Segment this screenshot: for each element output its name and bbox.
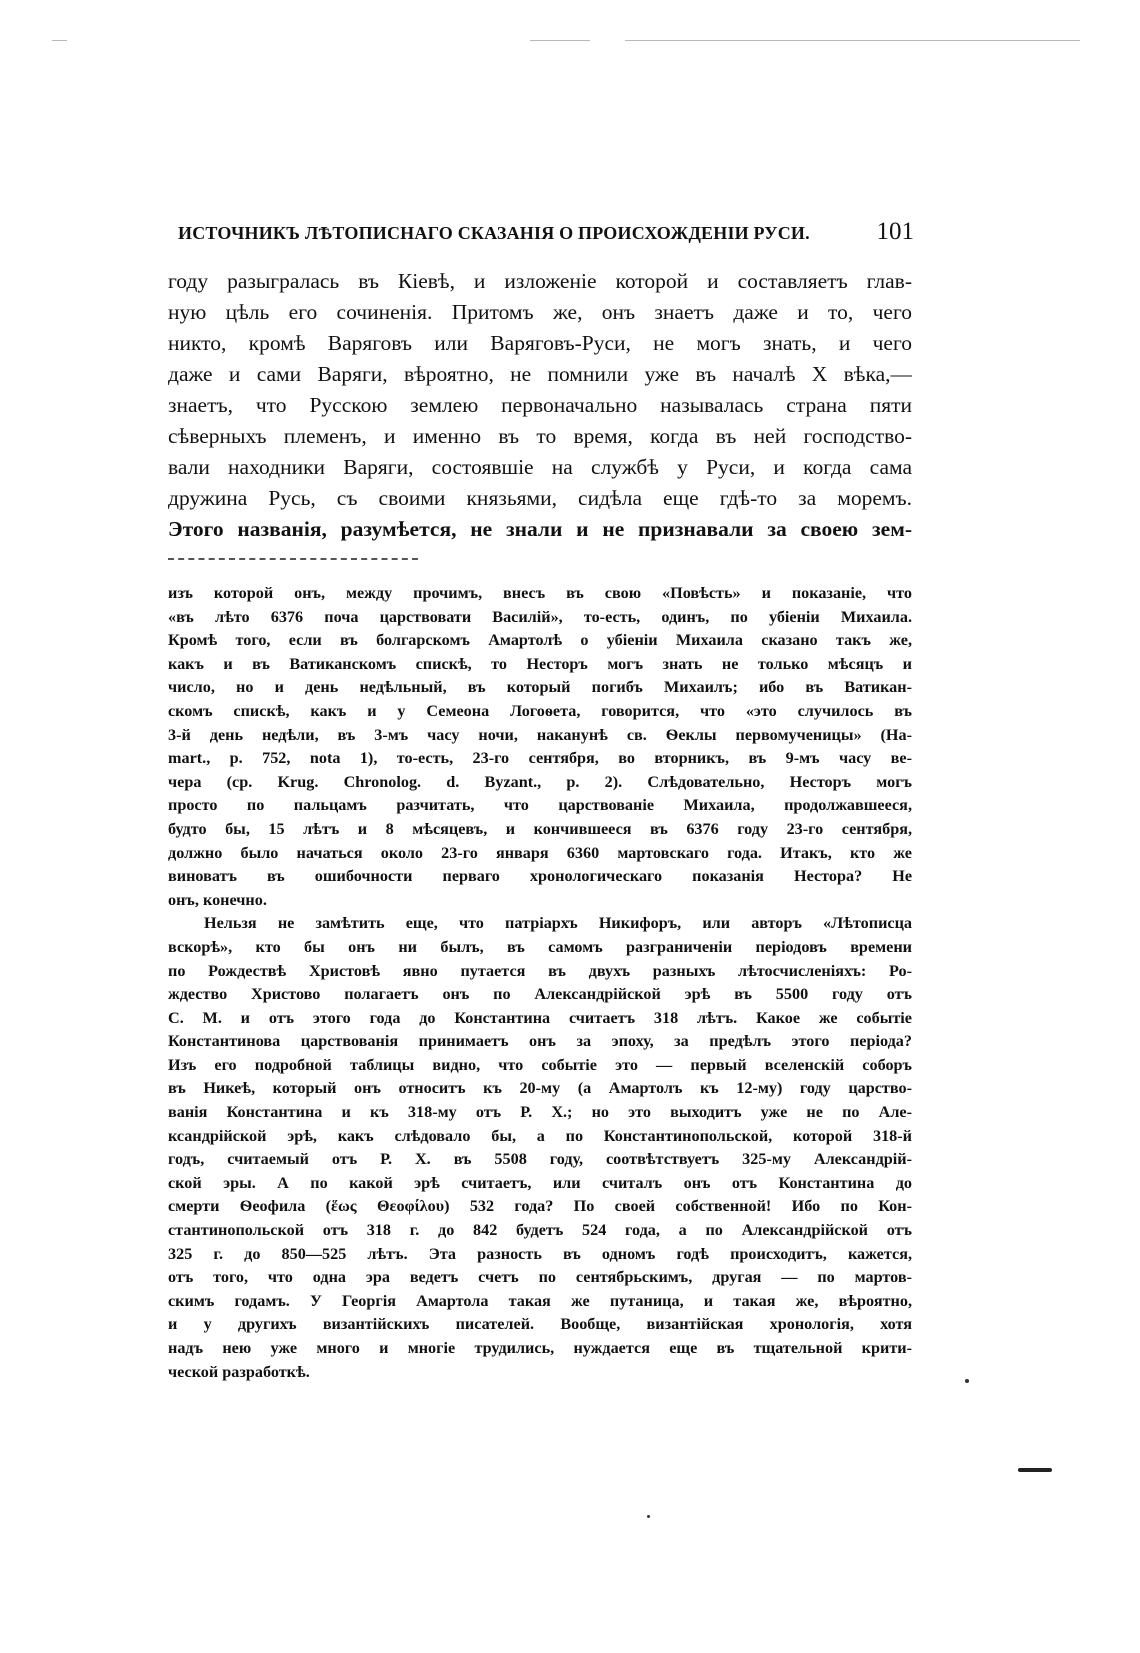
scan-edge-artifact: [52, 40, 67, 41]
footnote-line: «въ лѣто 6376 поча царствовати Василій», то-есть, одинъ, по убіеніи Михаила.: [168, 607, 912, 626]
body-line: году разыгралась въ Кіевѣ, и изложеніе которой и составляетъ глав-: [168, 269, 912, 293]
footnote-line: скомъ спискѣ, какъ и у Семеона Логоѳета, говорится, что «это случилось въ: [168, 701, 912, 720]
body-line: дружина Русь, съ своими князьями, сидѣла еще гдѣ-то за моремъ.: [168, 486, 912, 510]
footnote-line: Кромѣ того, если въ болгарскомъ Амартолѣ о убіеніи Михаила сказано такъ же,: [168, 631, 912, 650]
footnote-line: въ Никеѣ, который онъ относитъ къ 20-му (а Амартолъ къ 12-му) году царство-: [168, 1079, 912, 1098]
footnote-line: mart., p. 752, nota 1), то-есть, 23-го сентября, во вторникъ, въ 9-мъ часу ве-: [168, 749, 912, 768]
main-body-text: [168, 266, 912, 545]
scan-edge-artifact: [625, 40, 1080, 41]
body-line: вали находники Варяги, состоявшіе на службѣ у Руси, и когда сама: [168, 455, 912, 479]
body-line: сѣверныхъ племенъ, и именно въ то время, когда въ ней господство-: [168, 424, 912, 448]
footnote-line: Изъ его подробной таблицы видно, что событіе это — первый вселенскій соборъ: [168, 1055, 912, 1074]
footnote-line: ксандрійской эрѣ, какъ слѣдовало бы, а по Константинопольской, которой 318-й: [168, 1126, 912, 1145]
footnote-line: ческой разработкѣ.: [168, 1362, 310, 1381]
footnote-line: какъ и въ Ватиканскомъ спискѣ, то Несторъ могъ знать не только мѣсяцъ и: [168, 654, 912, 673]
running-title: ИСТОЧНИКЪ ЛѢТОПИСНАГО СКАЗАНІЯ О ПРОИСХОЖДЕНІИ РУСИ.: [178, 223, 810, 243]
footnote-line: Константинова царствованія принимаетъ онъ за эпоху, за предѣлъ этого періода?: [168, 1032, 912, 1051]
footnote-line: должно было начаться около 23-го января 6360 мартовскаго года. Итакъ, кто же: [168, 843, 912, 862]
body-line: даже и сами Варяги, вѣроятно, не помнили уже въ началѣ X вѣка,—: [168, 362, 912, 386]
footnote-line: просто по пальцамъ разчитать, что царствованіе Михаила, продолжавшееся,: [168, 796, 912, 815]
footnote-line: ванія Константина и къ 318-му отъ Р. Х.; но это выходитъ уже не по Але-: [168, 1103, 912, 1122]
footnote-line: надъ нею уже много и многіе трудились, нуждается еще въ тщательной крити-: [168, 1339, 912, 1357]
body-line: Этого названія, разумѣется, не знали и не признавали за своею зем-: [168, 517, 912, 541]
footnote-line: изъ которой онъ, между прочимъ, внесъ въ свою «Повѣсть» и показаніе, что: [168, 584, 912, 602]
footnote-line: скимъ годамъ. У Георгія Амартола такая же путаница, и такая же, вѣроятно,: [168, 1291, 912, 1310]
footnote-line: Нельзя не замѣтить еще, что патріархъ Никифоръ, или авторъ «Лѣтописца: [204, 914, 912, 933]
scan-edge-artifact: [530, 40, 590, 41]
footnote-line: будто бы, 15 лѣтъ и 8 мѣсяцевъ, и кончившееся въ 6376 году 23-го сентября,: [168, 819, 912, 838]
ink-speck: [647, 1515, 650, 1518]
body-line: ную цѣль его сочиненія. Притомъ же, онъ знаетъ даже и то, чего: [168, 300, 912, 324]
footnote-line: по Рождествѣ Христовѣ явно путается въ двухъ разныхъ лѣтосчисленіяхъ: Ро-: [168, 961, 912, 980]
footnote-line: 325 г. до 850—525 лѣтъ. Эта разность въ одномъ годѣ происходитъ, кажется,: [168, 1244, 912, 1263]
body-line: никто, кромѣ Варяговъ или Варяговъ-Руси, не могъ знать, и чего: [168, 331, 912, 355]
running-head: [178, 218, 914, 246]
footnote-line: число, но и день недѣльный, въ который погибъ Михаилъ; ибо въ Ватикан-: [168, 678, 912, 697]
footnote-line: 3-й день недѣли, въ 3-мъ часу ночи, наканунѣ св. Ѳеклы первомученицы» (Ha-: [168, 725, 912, 744]
footnote-line: ждество Христово полагаетъ онъ по Александрійской эрѣ въ 5500 году отъ: [168, 985, 912, 1004]
body-line: знаетъ, что Русскою землею первоначально называлась страна пяти: [168, 393, 912, 417]
footnote-line: смерти Ѳеофила (ἕως Θεοφίλου) 532 года? По своей собственной! Ибо по Кон-: [168, 1197, 912, 1216]
footnote-line: С. М. и отъ этого года до Константина считаетъ 318 лѣтъ. Какое же событіе: [168, 1008, 912, 1027]
footnote-line: чера (ср. Krug. Chronolog. d. Byzant., p. 2). Слѣдовательно, Несторъ могъ: [168, 772, 912, 791]
footnote-line: виноватъ въ ошибочности перваго хронологическаго показанія Нестора? Не: [168, 867, 912, 886]
ink-speck: [965, 1379, 969, 1383]
footnote-line: стантинопольской отъ 318 г. до 842 будетъ 524 года, а по Александрійской отъ: [168, 1221, 912, 1240]
footnote-separator: [168, 558, 418, 562]
footnote-line: годъ, считаемый отъ Р. Х. въ 5508 году, соотвѣтствуетъ 325-му Александрій-: [168, 1150, 912, 1169]
page-number: 101: [876, 218, 914, 245]
footnote-line: отъ того, что одна эра ведетъ счетъ по сентябрьскимъ, другая — по мартов-: [168, 1268, 912, 1287]
footnote-line: онъ, конечно.: [168, 890, 267, 909]
footnote-line: и у другихъ византійскихъ писателей. Вообще, византійская хронологія, хотя: [168, 1315, 912, 1334]
footnote-line: вскорѣ», кто бы онъ ни былъ, въ самомъ разграниченіи періодовъ времени: [168, 937, 912, 956]
footnote-text: [168, 582, 912, 1384]
footnote-line: ской эры. А по какой эрѣ считаетъ, или считалъ онъ отъ Константина до: [168, 1173, 912, 1192]
ink-mark: [1018, 1468, 1052, 1472]
